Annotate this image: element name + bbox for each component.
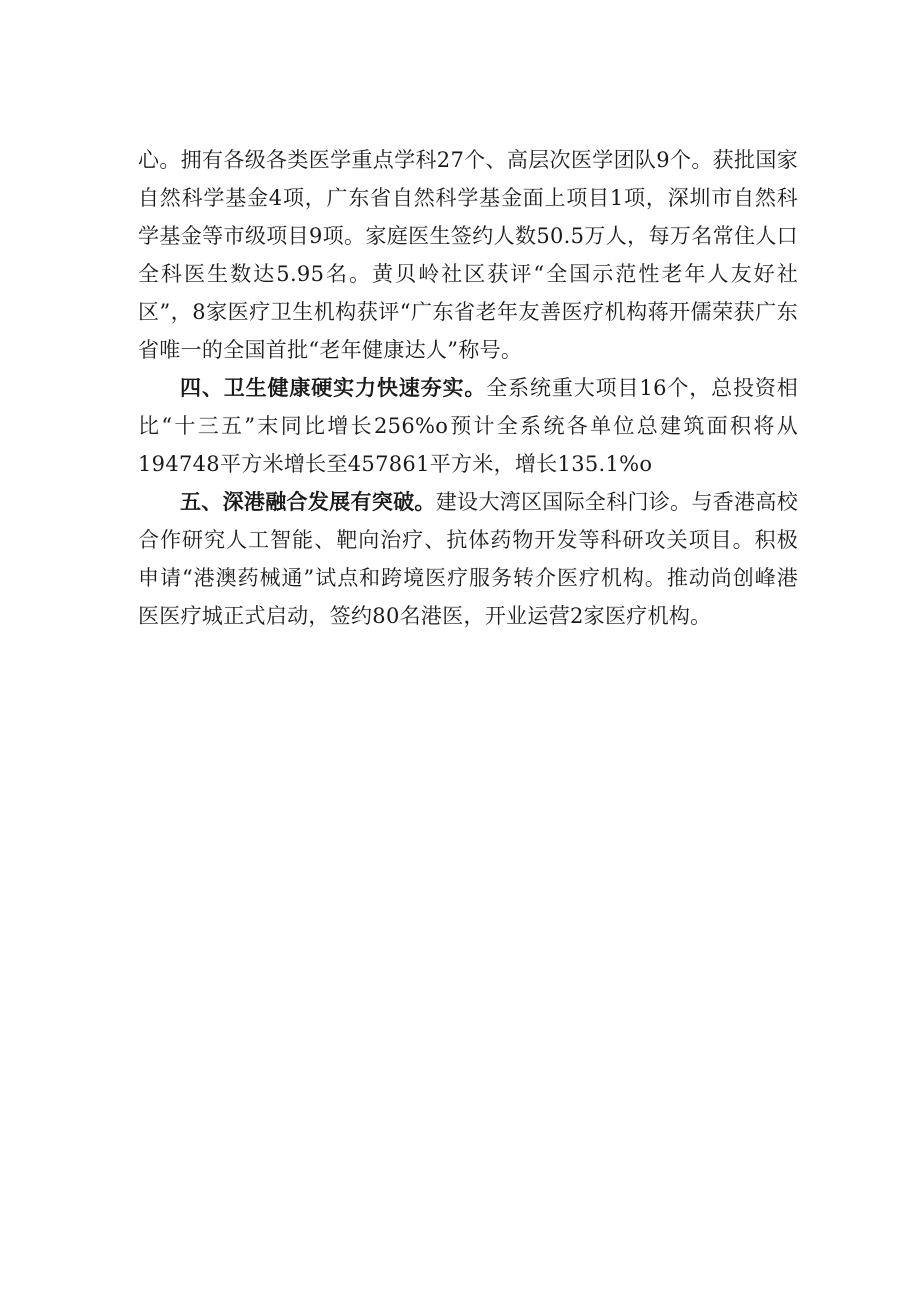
paragraph-text: 心。拥有各级各类医学重点学科27个、高层次医学团队9个。获批国家自然科学基金4项，广东省自然科学基金面上项目1项，深圳市自然科学基金等市级项目9项。家庭医生签约人数50.5万人，每万名常住人口全科医生数达5.95名。黄贝岭社区获评“全国示范性老年人友好社区”，8家医疗卫生机构获评“广东省老年友善医疗机构蒋开儒荣获广东省唯一的全国首批“老年健康达人”称号。 [138, 148, 798, 362]
paragraph-text: 全系统重大项目16个，总投资相比“十三五”末同比增长256%o预计全系统各单位总建筑面积将从194748平方米增长至457861平方米，增长135.1%o [138, 376, 798, 476]
paragraph-section-four [138, 369, 798, 483]
section-heading: 四、卫生健康硬实力快速夯实。 [180, 376, 487, 400]
paragraph-text: 建设大湾区国际全科门诊。与香港高校合作研究人工智能、靶向治疗、抗体药物开发等科研攻关项目。积极申请“港澳药械通”试点和跨境医疗服务转介医疗机构。推动尚创峰港医医疗城正式启动，签约80名港医，开业运营2家医疗机构。 [138, 490, 798, 628]
body-text [138, 141, 798, 635]
section-heading: 五、深港融合发展有突破。 [180, 490, 436, 514]
paragraph-section-five [138, 483, 798, 635]
paragraph-continuation [138, 141, 798, 369]
